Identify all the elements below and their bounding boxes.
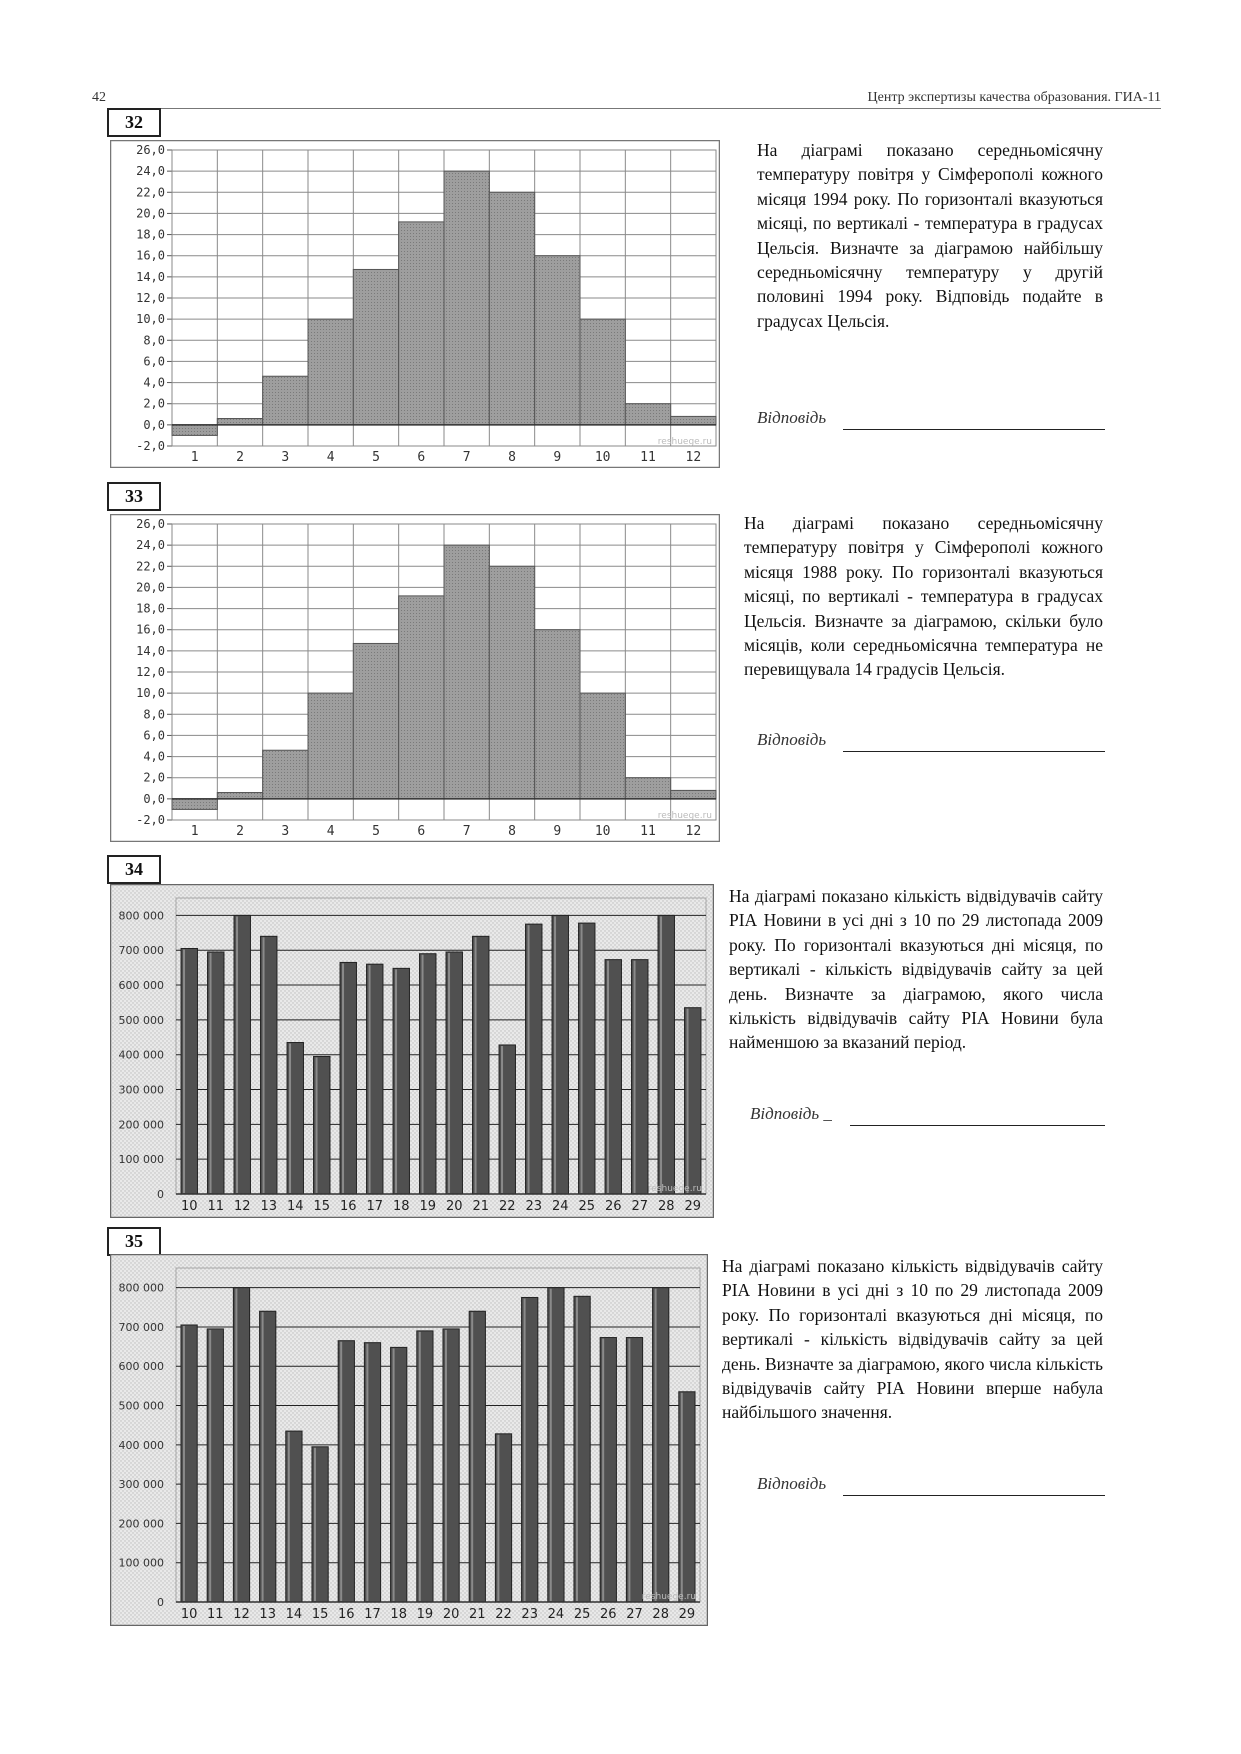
x-tick-label: 15	[313, 1199, 331, 1214]
bar-highlight	[262, 1312, 264, 1601]
bar-highlight	[289, 1044, 291, 1193]
y-tick-label: 2,0	[143, 770, 165, 785]
watermark: reshuege.ru	[647, 1184, 702, 1194]
y-tick-label: 10,0	[136, 686, 165, 701]
y-tick-label: 4,0	[143, 375, 165, 390]
x-tick-label: 14	[286, 1199, 304, 1214]
answer-label-35: Відповідь	[757, 1474, 827, 1493]
x-tick-label: 11	[207, 1607, 224, 1622]
bar-highlight	[316, 1057, 318, 1193]
plot-area	[176, 1268, 700, 1602]
x-tick-label: 26	[600, 1607, 617, 1622]
y-tick-label: 200 000	[118, 1118, 164, 1132]
x-tick-label: 6	[417, 450, 426, 465]
x-tick-label: 12	[233, 1199, 251, 1214]
x-tick-label: 6	[417, 824, 426, 839]
y-tick-label: 500 000	[118, 1399, 164, 1413]
y-tick-label: 300 000	[118, 1083, 164, 1097]
x-tick-label: 10	[180, 1199, 198, 1214]
x-tick-label: 19	[419, 1199, 437, 1214]
bar-highlight	[366, 1344, 368, 1601]
bar-month-2	[217, 419, 262, 425]
x-tick-label: 21	[472, 1199, 490, 1214]
bar-month-4	[308, 319, 353, 425]
bar-month-3	[263, 376, 308, 425]
x-tick-label: 10	[594, 450, 611, 465]
bar-highlight	[687, 1009, 689, 1193]
y-tick-label: 500 000	[118, 1013, 164, 1027]
x-tick-label: 8	[508, 824, 516, 839]
x-tick-label: 10	[180, 1607, 198, 1622]
y-tick-label: 200 000	[118, 1517, 164, 1531]
bar-highlight	[210, 953, 212, 1193]
task-text-33: На діаграмі показано середньомісячну температуру повітря у Сімферополі кожного місяця 1988 року. По горизонталі вказуються місяці, по вертикалі - температура в градусах Цельсія. Визначте за діаграмою, скільки було місяців, коли середньомісячна температура не перевищувала 14 градусів Цельсія.	[744, 513, 1103, 680]
x-tick-label: 29	[678, 1607, 696, 1622]
y-tick-label: 8,0	[143, 707, 165, 722]
bar-highlight	[550, 1289, 552, 1601]
y-tick-label: 18,0	[136, 601, 165, 616]
bar-highlight	[501, 1046, 503, 1193]
bar-highlight	[607, 961, 609, 1193]
bar-highlight	[419, 1332, 421, 1601]
answer-label-33: Відповідь	[757, 730, 827, 749]
bar-highlight	[681, 1393, 683, 1601]
x-tick-label: 12	[685, 824, 702, 839]
bar-month-6	[399, 596, 444, 799]
x-tick-label: 26	[604, 1199, 622, 1214]
chart-visitors-b	[110, 1254, 708, 1626]
bar-month-11	[625, 404, 670, 425]
x-tick-label: 24	[547, 1607, 565, 1622]
y-tick-label: 100 000	[118, 1153, 164, 1167]
y-tick-label: 0,0	[143, 417, 165, 432]
x-tick-label: 1	[190, 824, 199, 839]
x-tick-label: 17	[366, 1199, 384, 1214]
task-number-33: 33	[107, 482, 161, 511]
bar-month-5	[353, 269, 398, 424]
bar-month-8	[489, 192, 534, 425]
bar-month-3	[263, 750, 308, 799]
x-tick-label: 3	[281, 824, 290, 839]
bar-month-1	[172, 425, 217, 436]
chart-temperature-1988	[110, 514, 720, 842]
x-tick-label: 21	[469, 1607, 486, 1622]
bar-month-10	[580, 693, 625, 799]
x-tick-label: 28	[652, 1607, 669, 1622]
x-tick-label: 29	[684, 1199, 702, 1214]
bar-highlight	[236, 916, 238, 1193]
y-tick-label: 400 000	[118, 1048, 164, 1062]
bar-highlight	[342, 963, 344, 1193]
answer-field-34[interactable]	[850, 1124, 1105, 1126]
y-tick-label: 12,0	[136, 665, 165, 679]
bar-month-7	[444, 545, 489, 799]
y-tick-label: 0	[157, 1188, 164, 1201]
plot-area	[176, 898, 706, 1194]
header-divider	[108, 108, 1161, 109]
x-tick-label: 9	[553, 824, 562, 839]
x-tick-label: 14	[285, 1607, 303, 1622]
x-tick-label: 25	[573, 1607, 591, 1622]
y-tick-label: 24,0	[136, 538, 165, 553]
y-tick-label: 16,0	[136, 622, 165, 637]
bar-highlight	[395, 969, 397, 1193]
y-tick-label: 400 000	[118, 1438, 164, 1452]
bar-highlight	[263, 937, 265, 1193]
y-tick-label: 100 000	[118, 1556, 164, 1570]
watermark: reshuege.ru	[657, 811, 712, 821]
bar-highlight	[524, 1298, 526, 1601]
y-tick-label: 26,0	[136, 517, 165, 531]
task-text-34: На діаграмі показано кількість відвідувачів сайту РІА Новини в усі дні з 10 по 29 листопада 2009 року. По горизонталі вказуються дні місяця, по вертикалі - кількість відвідувачів сайту за цей день. Визначте за діаграмою, якого числа кількість відвідувачів сайту РІА Новини була найменшою за вказаний період.	[729, 886, 1103, 1053]
bar-month-4	[308, 693, 353, 799]
x-tick-label: 3	[281, 450, 290, 465]
task-number-35: 35	[107, 1227, 161, 1256]
bar-month-7	[444, 171, 489, 425]
bar-highlight	[448, 953, 450, 1193]
answer-field-33[interactable]	[843, 750, 1105, 752]
y-tick-label: 6,0	[143, 728, 165, 743]
y-tick-label: 700 000	[118, 944, 164, 958]
chart-visitors-a	[110, 884, 714, 1218]
bar-highlight	[314, 1448, 316, 1601]
y-tick-label: 0,0	[143, 791, 165, 806]
bar-highlight	[497, 1435, 499, 1601]
chart-temperature-1994	[110, 140, 720, 468]
bar-highlight	[369, 965, 371, 1193]
y-tick-label: 6,0	[143, 354, 165, 369]
x-tick-label: 18	[392, 1199, 410, 1214]
x-tick-label: 8	[508, 450, 516, 465]
bar-highlight	[183, 949, 185, 1193]
bar-month-10	[580, 319, 625, 425]
x-tick-label: 22	[498, 1199, 516, 1214]
bar-highlight	[340, 1342, 342, 1601]
y-tick-label: 14,0	[136, 269, 165, 284]
bar-month-2	[217, 793, 262, 799]
x-tick-label: 11	[640, 824, 656, 839]
x-tick-label: 12	[233, 1607, 250, 1622]
bar-month-8	[489, 566, 534, 799]
bar-highlight	[209, 1330, 211, 1601]
bar-highlight	[660, 916, 662, 1193]
x-tick-label: 17	[364, 1607, 381, 1622]
x-tick-label: 24	[551, 1199, 569, 1214]
page-header: Центр экспертизы качества образования. ГИА-11	[867, 90, 1161, 105]
x-tick-label: 4	[326, 450, 335, 465]
y-tick-label: -2,0	[136, 813, 165, 827]
x-tick-label: 10	[594, 824, 611, 839]
x-tick-label: 16	[339, 1199, 357, 1214]
x-tick-label: 27	[631, 1199, 649, 1214]
x-tick-label: 11	[640, 450, 656, 465]
task-text-35: На діаграмі показано кількість відвідувачів сайту РІА Новини в усі дні з 10 по 29 листопада 2009 року. По горизонталі вказуються дні місяця, по вертикалі - кількість відвідувачів сайту за цей день. Визначте за діаграмою, якого числа кількість відвідувачів сайту РІА Новини вперше набула найбільшого значення.	[722, 1256, 1103, 1423]
y-tick-label: 700 000	[118, 1320, 164, 1334]
x-tick-label: 7	[462, 824, 471, 839]
bar-highlight	[554, 916, 556, 1193]
page-number: 42	[92, 90, 106, 105]
x-tick-label: 18	[390, 1607, 407, 1622]
x-tick-label: 1	[190, 450, 199, 465]
bar-month-5	[353, 643, 398, 798]
x-tick-label: 4	[326, 824, 335, 839]
task-text-32: На діаграмі показано середньомісячну температуру повітря у Сімферополі кожного місяця 1994 року. По горизонталі вказуються місяці, по вертикалі - температура в градусах Цельсія. Визначте за діаграмою найбільшу середньомісячну температуру у другій половині 1994 року. Відповідь подайте в градусах Цельсія.	[757, 140, 1103, 331]
x-tick-label: 25	[578, 1199, 596, 1214]
x-tick-label: 20	[442, 1607, 460, 1622]
y-tick-label: 0	[157, 1596, 164, 1609]
bar-highlight	[445, 1330, 447, 1601]
bar-month-6	[399, 222, 444, 425]
y-tick-label: 2,0	[143, 396, 165, 411]
answer-field-35[interactable]	[843, 1494, 1105, 1496]
watermark: reshuege.ru	[641, 1592, 696, 1602]
x-tick-label: 23	[521, 1607, 538, 1622]
bar-highlight	[581, 924, 583, 1193]
bar-highlight	[422, 955, 424, 1193]
x-tick-label: 23	[525, 1199, 543, 1214]
y-tick-label: 300 000	[118, 1478, 164, 1492]
y-tick-label: 800 000	[118, 909, 164, 923]
y-tick-label: 14,0	[136, 643, 165, 658]
x-tick-label: 5	[372, 450, 380, 465]
bar-highlight	[288, 1432, 290, 1601]
x-tick-label: 20	[445, 1199, 463, 1214]
x-tick-label: 12	[685, 450, 702, 465]
x-tick-label: 15	[311, 1607, 329, 1622]
x-tick-label: 22	[495, 1607, 512, 1622]
y-tick-label: 16,0	[136, 248, 165, 263]
bar-highlight	[475, 937, 477, 1193]
bar-highlight	[628, 1339, 630, 1601]
x-tick-label: 11	[207, 1199, 225, 1214]
y-tick-label: 20,0	[136, 580, 165, 595]
bar-month-11	[625, 778, 670, 799]
x-tick-label: 2	[236, 450, 244, 465]
x-tick-label: 7	[462, 450, 471, 465]
bar-highlight	[576, 1297, 578, 1601]
x-tick-label: 2	[236, 824, 244, 839]
answer-field-32[interactable]	[843, 428, 1105, 430]
x-tick-label: 27	[626, 1607, 643, 1622]
y-tick-label: 600 000	[118, 1360, 164, 1374]
bar-month-9	[535, 256, 580, 425]
task-number-32: 32	[107, 108, 161, 137]
bar-month-12	[671, 416, 716, 424]
y-tick-label: 22,0	[136, 559, 165, 574]
bar-highlight	[634, 961, 636, 1193]
y-tick-label: 22,0	[136, 185, 165, 200]
y-tick-label: 600 000	[118, 979, 164, 993]
bar-month-12	[671, 790, 716, 798]
y-tick-label: -2,0	[136, 439, 165, 453]
x-tick-label: 16	[338, 1607, 355, 1622]
bar-highlight	[602, 1339, 604, 1601]
bar-highlight	[183, 1326, 185, 1601]
x-tick-label: 13	[259, 1607, 276, 1622]
bar-highlight	[655, 1289, 657, 1601]
x-tick-label: 19	[416, 1607, 434, 1622]
y-tick-label: 800 000	[118, 1281, 164, 1295]
bar-highlight	[528, 925, 530, 1193]
answer-label-32: Відповідь	[757, 408, 827, 427]
x-tick-label: 9	[553, 450, 562, 465]
bar-month-1	[172, 799, 217, 810]
task-number-34: 34	[107, 855, 161, 884]
x-tick-label: 13	[260, 1199, 278, 1214]
y-tick-label: 10,0	[136, 312, 165, 327]
watermark: reshuege.ru	[657, 437, 712, 447]
y-tick-label: 24,0	[136, 164, 165, 179]
y-tick-label: 26,0	[136, 143, 165, 157]
x-tick-label: 28	[657, 1199, 675, 1214]
bar-highlight	[471, 1312, 473, 1601]
bar-highlight	[235, 1289, 237, 1601]
y-tick-label: 18,0	[136, 227, 165, 242]
answer-label-34: Відповідь _	[750, 1104, 832, 1123]
y-tick-label: 8,0	[143, 333, 165, 348]
bar-month-9	[535, 630, 580, 799]
y-tick-label: 4,0	[143, 749, 165, 764]
bar-highlight	[393, 1348, 395, 1601]
x-tick-label: 5	[372, 824, 380, 839]
y-tick-label: 20,0	[136, 206, 165, 221]
y-tick-label: 12,0	[136, 291, 165, 305]
